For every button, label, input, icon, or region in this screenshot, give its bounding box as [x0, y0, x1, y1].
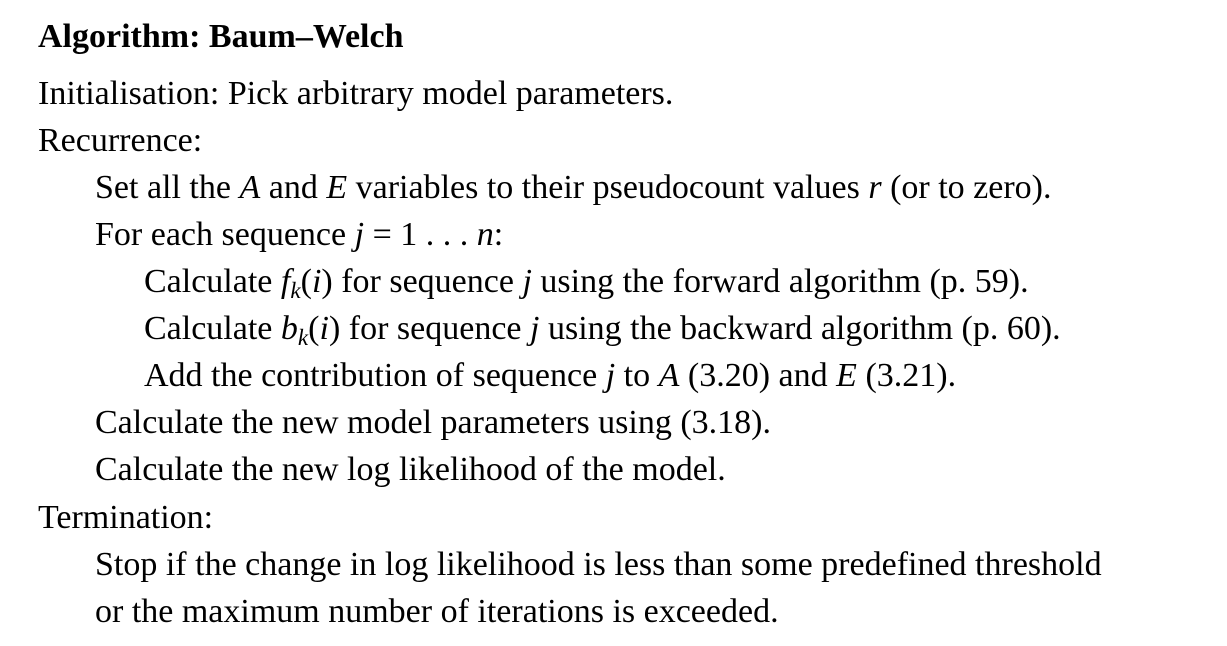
initialisation-heading: Initialisation: — [38, 75, 220, 112]
text-segment: variables to their pseudocount values — [347, 169, 869, 206]
text-segment: (or to zero). — [881, 169, 1052, 206]
text-segment: Add the contribution of sequence — [144, 357, 606, 394]
text-segment: (3.20) and — [679, 357, 837, 394]
algorithm-title: Algorithm: Baum–Welch — [38, 18, 404, 55]
initialisation-text: Pick arbitrary model parameters. — [227, 75, 674, 112]
text-segment: Calculate — [144, 263, 281, 300]
math-var-E: E — [326, 169, 348, 206]
text-segment: (3.21). — [856, 357, 957, 394]
math-subscript-k: k — [297, 324, 309, 351]
text-segment: ) — [328, 310, 341, 347]
text-segment: = 1 . . . — [364, 216, 477, 253]
math-var-E: E — [836, 357, 857, 394]
for-each-sequence-line — [95, 215, 503, 255]
math-var-r: r — [868, 169, 882, 206]
set-variables-line — [95, 168, 1051, 208]
forward-algorithm-line — [144, 262, 1029, 302]
termination-heading: Termination: — [38, 499, 214, 536]
math-var-j: j — [522, 263, 532, 300]
text-segment: and — [260, 169, 327, 206]
termination-line-2: or the maximum number of iterations is exceeded. — [95, 593, 779, 630]
text-segment: ) — [321, 263, 333, 300]
math-subscript-k: k — [290, 277, 301, 304]
text-segment: for sequence — [340, 310, 531, 347]
text-segment: for sequence — [332, 263, 523, 300]
math-fn-b: b — [280, 310, 298, 347]
text-segment: using the backward algorithm (p. 60). — [539, 310, 1061, 347]
text-segment: ( — [300, 263, 312, 300]
math-var-n: n — [476, 216, 494, 253]
math-var-A: A — [239, 169, 261, 206]
math-var-i: i — [311, 263, 322, 300]
math-var-j: j — [530, 310, 540, 347]
log-likelihood-line: Calculate the new log likelihood of the model. — [95, 451, 726, 488]
initialisation-line — [38, 74, 673, 114]
math-var-j: j — [605, 357, 616, 394]
math-var-i: i — [319, 310, 329, 347]
math-var-A: A — [658, 357, 680, 394]
text-segment: using the forward algorithm (p. 59). — [531, 263, 1029, 300]
text-segment: to — [615, 357, 659, 394]
text-segment: For each sequence — [95, 216, 355, 253]
text-segment: Set all the — [95, 169, 240, 206]
text-segment: ( — [308, 310, 320, 347]
backward-algorithm-line — [144, 309, 1061, 349]
text-segment: : — [493, 216, 504, 253]
math-fn-f: f — [280, 263, 291, 300]
recurrence-heading: Recurrence: — [38, 122, 203, 159]
math-var-j: j — [354, 216, 365, 253]
add-contribution-line — [144, 356, 956, 396]
termination-line-1: Stop if the change in log likelihood is less than some predefined threshold — [95, 546, 1102, 583]
text-segment: Calculate — [144, 310, 281, 347]
new-parameters-line: Calculate the new model parameters using (3.18). — [95, 404, 771, 441]
